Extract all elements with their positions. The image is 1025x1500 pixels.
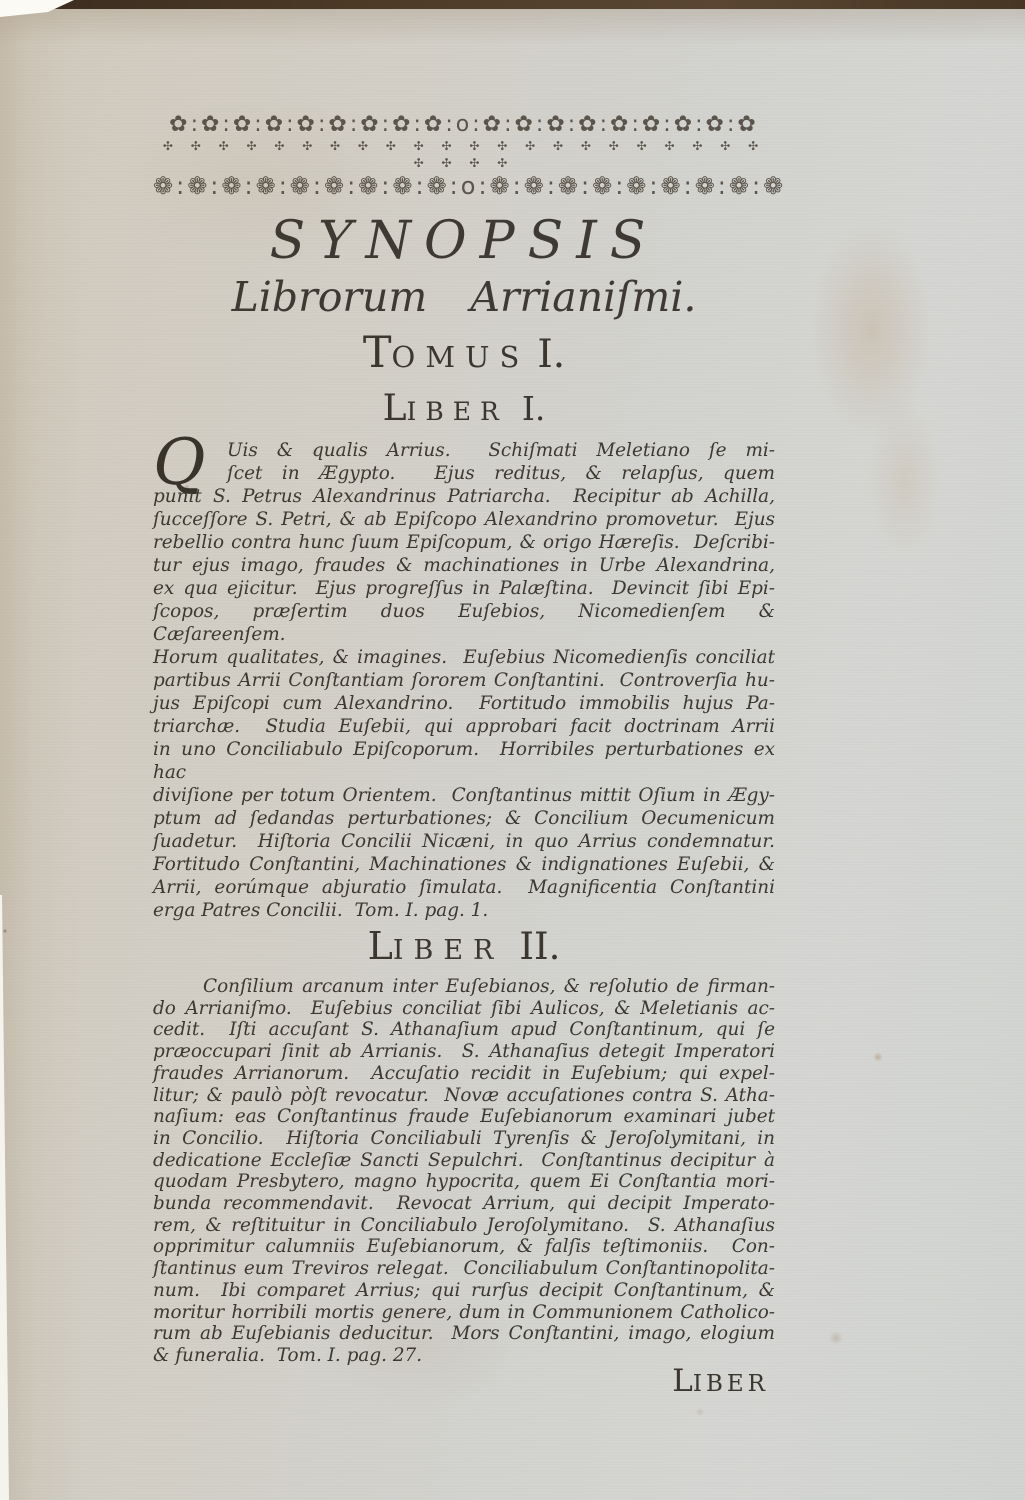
catchword: [153, 1363, 775, 1399]
catchword-smallcaps: IBER: [692, 1370, 769, 1397]
text-line: Conſilium arcanum inter Euſebianos, & reſolutio de firman-: [203, 976, 775, 997]
text-line: triarchæ. Studia Euſebii, qui approbari facit doctrinam Arrii: [153, 716, 775, 737]
liber1-initial: L: [382, 388, 407, 429]
text-line: & funeralia. Tom. I. pag. 27.: [153, 1344, 423, 1366]
text-line: Horum qualitates, & imagines. Euſebius Nicomedienſis conciliat: [153, 647, 775, 668]
text-line: Fortitudo Conſtantini, Machinationes & indignationes Euſebii, &: [153, 854, 775, 875]
text-line: ſuadetur. Hiſtoria Concilii Nicæni, in quo Arrius condemnatur.: [153, 831, 775, 852]
catchword-initial: L: [672, 1362, 693, 1399]
liber1-lines: [153, 426, 781, 922]
text-line: punit S. Petrus Alexandrinus Patriarcha. Recipitur ab Achilla,: [153, 486, 775, 507]
text-line: erga Patres Concilii. Tom. I. pag. 1.: [153, 900, 489, 921]
liber1-paragraph: [153, 426, 781, 922]
ornament-band: [153, 112, 787, 200]
backing-paper-corner: [0, 0, 80, 18]
text-line: ptum ad ſedandas perturbationes; & Concilium Oecumenicum: [153, 808, 775, 829]
liber2-heading: [153, 924, 775, 976]
text-line: fraudes Arrianorum. Accuſatio recidit in Euſebium; qui expel-: [153, 1062, 775, 1084]
liber1-smallcaps: IBER: [406, 397, 508, 426]
text-line: in Concilio. Hiſtoria Conciliabuli Tyrenſis & Jeroſolymitani, in: [153, 1127, 775, 1149]
text-line: rebellio contra hunc ſuum Epiſcopum, & origo Hæreſis. Deſcribi-: [153, 532, 775, 553]
liber2-smallcaps: IBER: [392, 935, 504, 966]
tomus-heading: [153, 330, 775, 385]
text-line: cedit. Iſti accuſant S. Athanaſium apud Conſtantinum, qui ſe: [153, 1019, 775, 1041]
text-line: rum ab Euſebianis deducitur. Mors Conſtantini, imago, elogium: [153, 1323, 775, 1345]
text-line: ex qua ejicitur. Ejus progreſſus in Palæſtina. Devincit ſibi Epi-: [153, 578, 775, 599]
text-line: do Arrianiſmo. Euſebius conciliat ſibi Aulicos, & Meletianis ac-: [153, 997, 775, 1019]
liber2-initial: L: [367, 924, 393, 968]
text-line: Uis & qualis Arrius. Schiſmati Meletiano ſe mi-: [227, 440, 775, 461]
text-line: moritur horribili mortis genere, dum in Communionem Catholico-: [153, 1301, 775, 1323]
text-line: num. Ibi comparet Arrius; qui rurſus decipit Conſtantinum, &: [153, 1279, 775, 1301]
text-line: dedicatione Eccleſiæ Sancti Sepulchri. Conſtantinus decipitur à: [153, 1149, 775, 1171]
text-line: in uno Conciliabulo Epiſcoporum. Horribiles perturbationes ex hac: [153, 739, 781, 783]
text-line: Arrii, eorúmque abjuratio ſimulata. Magnificentia Conſtantini: [153, 877, 775, 898]
top-brown-strip: [0, 0, 1025, 9]
ornament-row: ✿:✿:✿:✿:✿:✿:✿:✿:✿:o:✿:✿:✿:✿:✿:✿:✿:✿:✿: [169, 112, 759, 137]
text-line: rem, & reſtituitur in Conciliabulo Jeroſolymitano. S. Athanaſius: [153, 1214, 775, 1236]
text-line: litur; & paulò pòſt revocatur. Novæ accuſationes contra S. Atha-: [153, 1084, 775, 1106]
text-line: partibus Arrii Conſtantiam ſororem Conſtantini. Controverſia hu-: [153, 670, 775, 691]
text-line: bunda recommendavit. Revocat Arrium, qui decipit Imperato-: [153, 1193, 775, 1215]
text-line: naſium: eas Conſtantinus fraude Euſebianorum examinari jubet: [153, 1106, 775, 1128]
text-line: jus Epiſcopi cum Alexandrino. Fortitudo immobilis hujus Pa-: [153, 693, 775, 714]
ornament-row: ✣ ✣ ✣ ✣ ✣ ✣ ✣ ✣ ✣ ✣ ✣ ✣ ✣ ✣ ✣ ✣ ✣ ✣ ✣ ✣ ✣ ✣ ✣ ✣ ✣ ✣: [162, 139, 766, 170]
text-line: quodam Presbytero, magno hypocrita, quem Ei Conſtantia mori-: [153, 1171, 775, 1193]
liber2-lines: [153, 976, 775, 1367]
text-line: tur ejus imago, fraudes & machinationes in Urbe Alexandrina,: [153, 555, 775, 576]
text-line: ſcopos, præſertim duos Euſebios, Nicomedienſem & Cæſareenſem.: [153, 601, 781, 645]
liber1-heading: [153, 389, 775, 435]
backing-paper-left-edge: [0, 895, 9, 1500]
tomus-numeral: I.: [537, 332, 566, 377]
liber2-numeral: II.: [519, 925, 561, 968]
liber1-numeral: I.: [521, 389, 546, 428]
ornament-row: ❁:❁:❁:❁:❁:❁:❁:❁:❁:o:❁:❁:❁:❁:❁:❁:❁:❁:❁: [153, 172, 787, 200]
text-line: ſcet in Ægypto. Ejus reditus, & relapſus, quem: [227, 463, 775, 484]
text-line: diviſione per totum Orientem. Conſtantinus mittit Oſium in Ægy-: [153, 785, 775, 806]
text-line: præoccupari ſinit ab Arrianis. S. Athanaſius detegit Imperatori: [153, 1041, 775, 1063]
page-title: SYNOPSIS: [269, 211, 659, 271]
text-line: opprimitur calumniis Euſebianorum, & falſis teſtimoniis. Con-: [153, 1236, 775, 1258]
page-content: [153, 112, 787, 1399]
text-line: ſucceſſore S. Petri, & ab Epiſcopo Alexandrino promovetur. Ejus: [153, 509, 775, 530]
text-line: ſtantinus eum Treviros relegat. Conciliabulum Conſtantinopolita-: [153, 1258, 775, 1280]
tomus-smallcaps: OMUS: [391, 340, 530, 374]
dropcap-q: Q: [153, 426, 206, 500]
liber2-paragraph: [153, 976, 775, 1367]
tomus-initial: T: [362, 328, 392, 378]
page-subtitle: Librorum Arrianiſmi.: [231, 273, 697, 321]
